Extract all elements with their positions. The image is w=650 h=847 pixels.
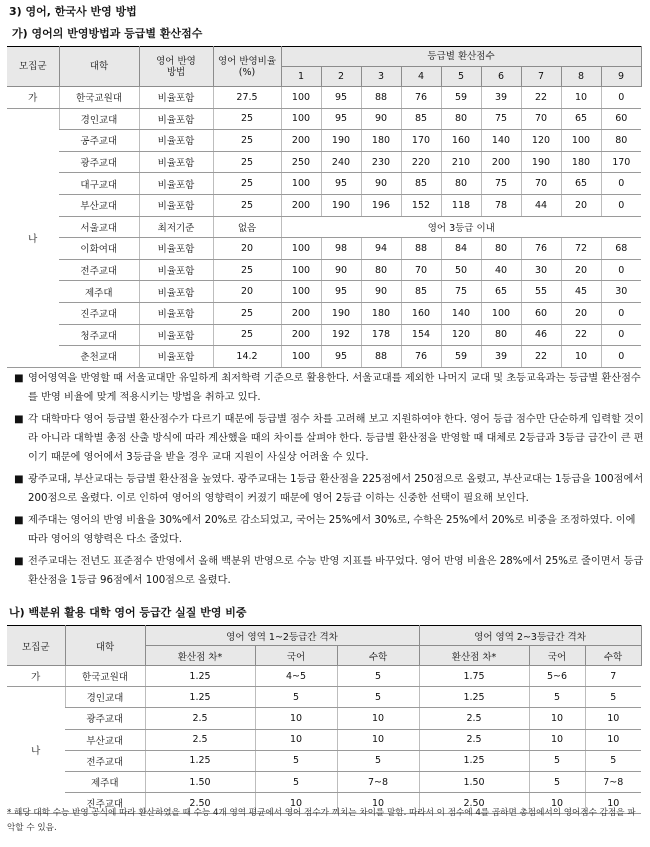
value-cell: 7~8: [585, 771, 641, 792]
score-cell: 196: [361, 194, 401, 216]
score-cell: 60: [521, 302, 561, 324]
method-cell: 비율포함: [139, 281, 213, 303]
score-cell: 88: [401, 238, 441, 260]
table-row: [7, 194, 641, 216]
university-cell: 부산교대: [65, 729, 145, 750]
score-cell: 80: [441, 173, 481, 195]
score-cell: 65: [481, 281, 521, 303]
score-cell: 10: [561, 87, 601, 109]
note-item: [14, 410, 644, 467]
method-cell: 비율포함: [139, 302, 213, 324]
note-text: 영어영역을 반영할 때 서울교대만 유일하게 최저학력 기준으로 활용한다. 서울교대를 제외한 나머지 교대 및 초등교육과는 등급별 환산점수를 반영 비율에 맞게 적용시키는 방법을 취하고 있다.: [28, 373, 641, 403]
ratio-cell: 25: [213, 130, 281, 152]
score-cell: 30: [521, 259, 561, 281]
university-cell: 경인교대: [65, 687, 145, 708]
value-cell: 1.75: [419, 666, 529, 687]
score-cell: 88: [361, 87, 401, 109]
university-cell: 청주교대: [59, 324, 139, 346]
score-cell: 20: [561, 194, 601, 216]
header-grade-6: 6: [481, 67, 521, 87]
university-cell: 이화여대: [59, 238, 139, 260]
value-cell: 10: [585, 708, 641, 729]
score-cell: 98: [321, 238, 361, 260]
value-cell: 5: [585, 687, 641, 708]
header-sub-0: 환산점 차*: [145, 646, 255, 666]
score-cell: 90: [361, 281, 401, 303]
score-cell: 0: [601, 194, 641, 216]
score-cell: 190: [521, 151, 561, 173]
table-row: [7, 687, 641, 708]
value-cell: 5: [337, 750, 419, 771]
score-cell: 220: [401, 151, 441, 173]
university-cell: 제주대: [65, 771, 145, 792]
header-grade-4: 4: [401, 67, 441, 87]
university-cell: 한국교원대: [59, 87, 139, 109]
note-item: [14, 552, 644, 590]
score-cell: 85: [401, 173, 441, 195]
score-cell: 85: [401, 281, 441, 303]
score-cell: 95: [321, 346, 361, 368]
score-cell: 10: [561, 346, 601, 368]
bullet-square: ■: [14, 474, 24, 485]
table-row: [7, 87, 641, 109]
table-row: [7, 708, 641, 729]
value-cell: 2.5: [145, 729, 255, 750]
table-row: [7, 259, 641, 281]
university-cell: 경인교대: [59, 108, 139, 130]
header-grade-scores: 등급별 환산점수: [281, 47, 641, 67]
note-item: [14, 511, 644, 549]
score-cell: 0: [601, 302, 641, 324]
score-cell: 152: [401, 194, 441, 216]
university-cell: 춘천교대: [59, 346, 139, 368]
score-cell: 0: [601, 346, 641, 368]
score-cell: 190: [321, 194, 361, 216]
ratio-cell: 25: [213, 302, 281, 324]
value-cell: 10: [585, 729, 641, 750]
score-cell: 78: [481, 194, 521, 216]
ratio-cell: 27.5: [213, 87, 281, 109]
score-cell: 80: [481, 324, 521, 346]
score-cell: 100: [281, 259, 321, 281]
value-cell: 5: [585, 750, 641, 771]
score-cell: 200: [481, 151, 521, 173]
header-span-1-2: 영어 영역 1~2등급간 격차: [145, 626, 419, 646]
score-cell: 160: [441, 130, 481, 152]
value-cell: 1.50: [145, 771, 255, 792]
score-cell: 22: [561, 324, 601, 346]
ratio-cell: 20: [213, 238, 281, 260]
ratio-cell: 25: [213, 324, 281, 346]
bullet-square: ■: [14, 414, 24, 425]
score-cell: 59: [441, 346, 481, 368]
score-cell: 65: [561, 108, 601, 130]
table-row: [7, 346, 641, 368]
table-row: [7, 151, 641, 173]
table-row: [7, 750, 641, 771]
score-cell: 95: [321, 108, 361, 130]
university-cell: 광주교대: [59, 151, 139, 173]
merged-note-cell: 영어 3등급 이내: [281, 216, 641, 238]
value-cell: 10: [255, 708, 337, 729]
score-cell: 50: [441, 259, 481, 281]
footnote: * 해당 대학 수능 반영 공식에 따라 환산하였을 때 수능 4개 영역 평균에서 영어 점수가 끼치는 차이를 말함. 따라서 이 점수에 4를 곱하면 총점에서의 영어점수 감점을 파악할 수 있음.: [7, 808, 636, 833]
subsection-heading-b: 나) 백분위 활용 대학 영어 등급간 실질 반영 비중: [9, 606, 247, 619]
score-cell: 75: [481, 108, 521, 130]
value-cell: 5: [255, 687, 337, 708]
method-cell: 비율포함: [139, 259, 213, 281]
university-cell: 제주대: [59, 281, 139, 303]
method-cell: 비율포함: [139, 346, 213, 368]
header-sub-1: 국어: [255, 646, 337, 666]
method-cell: 비율포함: [139, 108, 213, 130]
header-grade-5: 5: [441, 67, 481, 87]
header-university: 대학: [65, 626, 145, 666]
header-ratio: 영어 반영비율(%): [213, 47, 281, 87]
value-cell: 10: [255, 729, 337, 750]
value-cell: 5~6: [529, 666, 585, 687]
score-cell: 75: [441, 281, 481, 303]
score-cell: 230: [361, 151, 401, 173]
score-cell: 120: [441, 324, 481, 346]
value-cell: 4~5: [255, 666, 337, 687]
score-cell: 68: [601, 238, 641, 260]
score-cell: 80: [441, 108, 481, 130]
score-cell: 65: [561, 173, 601, 195]
header-grade-9: 9: [601, 67, 641, 87]
score-cell: 59: [441, 87, 481, 109]
table-row: [7, 771, 641, 792]
header-grade-7: 7: [521, 67, 561, 87]
score-cell: 0: [601, 259, 641, 281]
method-cell: 비율포함: [139, 173, 213, 195]
table-row: [7, 666, 641, 687]
table-row: [7, 302, 641, 324]
value-cell: 1.50: [419, 771, 529, 792]
score-cell: 39: [481, 87, 521, 109]
value-cell: 2.5: [145, 708, 255, 729]
score-cell: 46: [521, 324, 561, 346]
value-cell: 7: [585, 666, 641, 687]
note-item: [14, 369, 644, 407]
score-cell: 44: [521, 194, 561, 216]
value-cell: 5: [529, 750, 585, 771]
bullet-square: ■: [14, 373, 24, 384]
score-cell: 0: [601, 173, 641, 195]
university-cell: 광주교대: [65, 708, 145, 729]
value-cell: 1.25: [419, 687, 529, 708]
score-cell: 80: [601, 130, 641, 152]
table-row: [7, 216, 641, 238]
header-sub-4: 국어: [529, 646, 585, 666]
score-cell: 120: [521, 130, 561, 152]
score-cell: 210: [441, 151, 481, 173]
score-cell: 70: [401, 259, 441, 281]
value-cell: 7~8: [337, 771, 419, 792]
table-row: [7, 281, 641, 303]
score-cell: 20: [561, 302, 601, 324]
value-cell: 10: [337, 729, 419, 750]
score-cell: 85: [401, 108, 441, 130]
section-heading: 3) 영어, 한국사 반영 방법: [9, 5, 137, 18]
university-cell: 진주교대: [65, 793, 145, 814]
score-cell: 100: [281, 238, 321, 260]
header-span-2-3: 영어 영역 2~3등급간 격차: [419, 626, 641, 646]
score-cell: 140: [441, 302, 481, 324]
score-cell: 80: [361, 259, 401, 281]
ratio-cell: 25: [213, 151, 281, 173]
score-cell: 75: [481, 173, 521, 195]
subsection-heading-a: 가) 영어의 반영방법과 등급별 환산점수: [12, 27, 203, 40]
ratio-cell: 20: [213, 281, 281, 303]
score-cell: 200: [281, 324, 321, 346]
university-cell: 전주교대: [65, 750, 145, 771]
group-cell: 가: [7, 666, 65, 687]
score-cell: 192: [321, 324, 361, 346]
header-sub-2: 수학: [337, 646, 419, 666]
university-cell: 전주교대: [59, 259, 139, 281]
group-cell: 나: [7, 108, 59, 367]
score-cell: 70: [521, 108, 561, 130]
value-cell: 10: [255, 793, 337, 814]
header-group: 모집군: [7, 47, 59, 87]
score-cell: 250: [281, 151, 321, 173]
score-cell: 100: [281, 281, 321, 303]
score-cell: 180: [361, 302, 401, 324]
value-cell: 5: [337, 687, 419, 708]
score-cell: 100: [281, 108, 321, 130]
score-cell: 95: [321, 281, 361, 303]
note-text: 광주교대, 부산교대는 등급별 환산점을 높였다. 광주교대는 1등급 환산점을 225점에서 250점으로 올렸고, 부산교대는 1등급을 100점에서 200점으로 올렸다. 이로 인하여 영어의 영향력이 커졌기 때문에 영어 2등급 이하는 신중한 선택이 필요해 보인다.: [28, 474, 644, 504]
score-cell: 45: [561, 281, 601, 303]
score-cell: 200: [281, 130, 321, 152]
table-row: [7, 729, 641, 750]
value-cell: 1.25: [145, 687, 255, 708]
value-cell: 1.25: [145, 666, 255, 687]
score-cell: 154: [401, 324, 441, 346]
ratio-cell: 14.2: [213, 346, 281, 368]
group-cell: 가: [7, 87, 59, 109]
score-cell: 100: [481, 302, 521, 324]
header-university: 대학: [59, 47, 139, 87]
score-cell: 170: [401, 130, 441, 152]
score-cell: 20: [561, 259, 601, 281]
score-cell: 180: [361, 130, 401, 152]
score-cell: 180: [561, 151, 601, 173]
value-cell: 1.25: [419, 750, 529, 771]
method-cell: 비율포함: [139, 151, 213, 173]
university-cell: 공주교대: [59, 130, 139, 152]
table-row: [7, 238, 641, 260]
score-cell: 76: [401, 87, 441, 109]
score-cell: 190: [321, 130, 361, 152]
score-cell: 100: [561, 130, 601, 152]
score-cell: 72: [561, 238, 601, 260]
score-cell: 55: [521, 281, 561, 303]
score-cell: 100: [281, 173, 321, 195]
bullet-square: ■: [14, 556, 24, 567]
value-cell: 10: [529, 729, 585, 750]
ratio-cell: 없음: [213, 216, 281, 238]
score-cell: 100: [281, 87, 321, 109]
method-cell: 최저기준: [139, 216, 213, 238]
note-text: 각 대학마다 영어 등급별 환산점수가 다르기 때문에 등급별 점수 차를 고려해 보고 지원하여야 한다. 영어 등급 점수만 단순하게 입력할 것이라 아니라 대학별 총점 산출 방식에 따라 계산했을 때의 차이를 살펴야 한다. 등급별 환산점을 반영할 때 대체로 2등급과 3등급 급간이 큰 편이기 때문에 영어에서 3등급을 받을 경우 교대 지원이 사실상 어려울 수 있다.: [28, 414, 644, 463]
table-row: [7, 324, 641, 346]
value-cell: 5: [255, 750, 337, 771]
percentile-weight-table: [7, 625, 642, 814]
value-cell: 5: [255, 771, 337, 792]
header-grade-2: 2: [321, 67, 361, 87]
ratio-cell: 25: [213, 108, 281, 130]
header-sub-5: 수학: [585, 646, 641, 666]
score-cell: 200: [281, 302, 321, 324]
score-cell: 0: [601, 324, 641, 346]
score-cell: 95: [321, 173, 361, 195]
score-cell: 88: [361, 346, 401, 368]
score-cell: 200: [281, 194, 321, 216]
score-cell: 178: [361, 324, 401, 346]
english-grade-score-table: [7, 46, 642, 368]
score-cell: 140: [481, 130, 521, 152]
table-row: [7, 108, 641, 130]
score-cell: 190: [321, 302, 361, 324]
score-cell: 60: [601, 108, 641, 130]
value-cell: 2.50: [145, 793, 255, 814]
score-cell: 84: [441, 238, 481, 260]
value-cell: 2.5: [419, 708, 529, 729]
header-grade-8: 8: [561, 67, 601, 87]
value-cell: 10: [529, 708, 585, 729]
value-cell: 2.5: [419, 729, 529, 750]
method-cell: 비율포함: [139, 324, 213, 346]
value-cell: 10: [529, 793, 585, 814]
university-cell: 서울교대: [59, 216, 139, 238]
table-row: [7, 173, 641, 195]
value-cell: 5: [337, 666, 419, 687]
university-cell: 대구교대: [59, 173, 139, 195]
score-cell: 76: [401, 346, 441, 368]
score-cell: 76: [521, 238, 561, 260]
value-cell: 10: [585, 793, 641, 814]
header-grade-3: 3: [361, 67, 401, 87]
score-cell: 95: [321, 87, 361, 109]
score-cell: 90: [361, 173, 401, 195]
method-cell: 비율포함: [139, 238, 213, 260]
header-grade-1: 1: [281, 67, 321, 87]
value-cell: 10: [337, 708, 419, 729]
score-cell: 100: [281, 346, 321, 368]
score-cell: 94: [361, 238, 401, 260]
table-row: [7, 130, 641, 152]
method-cell: 비율포함: [139, 194, 213, 216]
value-cell: 5: [529, 687, 585, 708]
score-cell: 40: [481, 259, 521, 281]
ratio-cell: 25: [213, 259, 281, 281]
note-text: 제주대는 영어의 반영 비율을 30%에서 20%로 감소되었고, 국어는 25%에서 30%로, 수학은 25%에서 20%로 비중을 조정하였다. 이에 따라 영어의 영향력은 다소 줄었다.: [28, 515, 636, 545]
note-item: [14, 470, 644, 508]
value-cell: 5: [529, 771, 585, 792]
score-cell: 39: [481, 346, 521, 368]
bullet-square: ■: [14, 515, 24, 526]
header-sub-3: 환산점 차*: [419, 646, 529, 666]
note-text: 전주교대는 전년도 표준점수 반영에서 올해 백분위 반영으로 수능 반영 지표를 바꾸었다. 영어 반영 비율은 28%에서 25%로 줄이면서 등급 환산점을 1등급 96점에서 100점으로 올렸다.: [28, 556, 644, 586]
score-cell: 70: [521, 173, 561, 195]
score-cell: 90: [321, 259, 361, 281]
score-cell: 170: [601, 151, 641, 173]
score-cell: 240: [321, 151, 361, 173]
ratio-cell: 25: [213, 173, 281, 195]
value-cell: 10: [337, 793, 419, 814]
value-cell: 2.50: [419, 793, 529, 814]
score-cell: 90: [361, 108, 401, 130]
ratio-cell: 25: [213, 194, 281, 216]
notes-list: [14, 369, 644, 593]
university-cell: 한국교원대: [65, 666, 145, 687]
header-method: 영어 반영방법: [139, 47, 213, 87]
university-cell: 진주교대: [59, 302, 139, 324]
score-cell: 160: [401, 302, 441, 324]
score-cell: 22: [521, 87, 561, 109]
method-cell: 비율포함: [139, 87, 213, 109]
score-cell: 80: [481, 238, 521, 260]
header-group: 모집군: [7, 626, 65, 666]
university-cell: 부산교대: [59, 194, 139, 216]
score-cell: 0: [601, 87, 641, 109]
group-cell: 나: [7, 687, 65, 814]
score-cell: 22: [521, 346, 561, 368]
method-cell: 비율포함: [139, 130, 213, 152]
score-cell: 118: [441, 194, 481, 216]
score-cell: 30: [601, 281, 641, 303]
value-cell: 1.25: [145, 750, 255, 771]
